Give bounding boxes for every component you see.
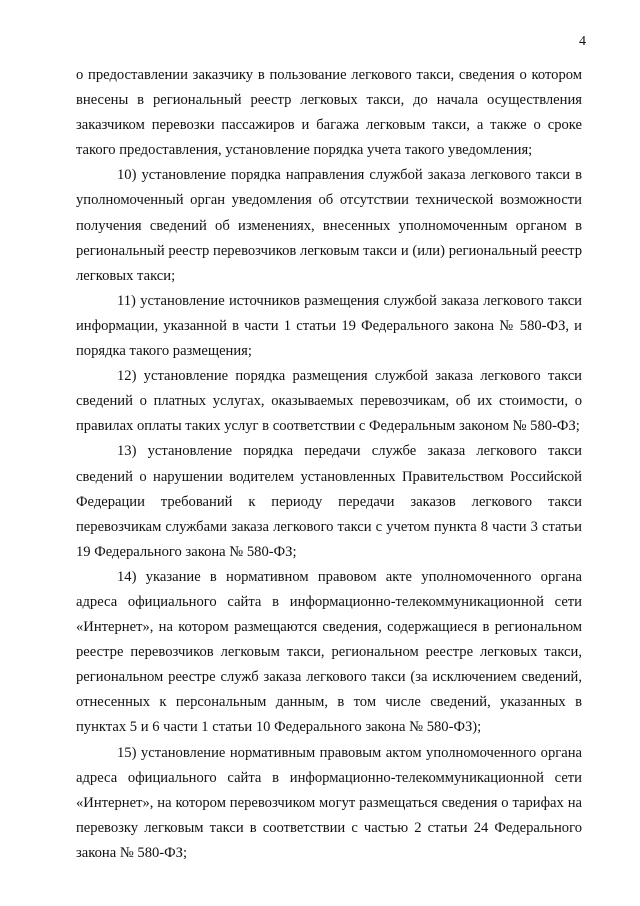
paragraph-item-15: 15) установление нормативным правовым актом уполномоченного органа адреса официального сайта в информационно-телекоммуникационной сети «Интернет», на котором перевозчиком могут размещаться сведения о тарифах на перевозку легковым такси в соответствии с частью 2 статьи 24 Федерального закона № 580-ФЗ; [76,744,582,861]
paragraph-item-10: 10) установление порядка направления службой заказа легкового такси в уполномоченный орган уведомления об отсутствии технической возможности получения сведений об изменениях, внесенных уполномоченным органом в региональный реестр перевозчиков легковым такси и (или) региональный реестр легковых такси; [76,167,582,284]
paragraph-item-11: 11) установление источников размещения службой заказа легкового такси информации, указанной в части 1 статьи 19 Федерального закона № 580-ФЗ, и порядка такого размещения; [76,292,582,360]
paragraph-item-12: 12) установление порядка размещения службой заказа легкового такси сведений о платных услугах, оказываемых перевозчикам, об их стоимости, о правилах оплаты таких услуг в соответствии с Федеральным законом № 580-ФЗ; [76,368,582,435]
paragraph-item-14: 14) указание в нормативном правовом акте уполномоченного органа адреса официального сайта в информационно-телекоммуникационной сети «Интернет», на котором размещаются сведения, содержащиеся в региональном реестре перевозчиков легковым такси, региональном реестре легковых такси, региональном реестре служб заказа легкового такси (за исключением сведений, отнесенных к персональным данным, в том числе сведений, указанных в пунктах 5 и 6 части 1 статьи 10 Федерального закона № 580-ФЗ); [76,568,582,736]
paragraph-item-13: 13) установление порядка передачи службе заказа легкового такси сведений о нарушении водителем установленных Правительством Российской Федерации требований к периоду передачи заказов легкового такси перевозчикам службами заказа легкового такси с учетом пункта 8 части 3 статьи 19 Федерального закона № 580-ФЗ; [76,443,582,560]
document-body [76,63,582,866]
paragraph-continuation: о предоставлении заказчику в пользование легкового такси, сведения о котором внесены в региональный реестр легковых такси, до начала осуществления заказчиком перевозки пассажиров и багажа легковым такси, а также о сроке такого предоставления, установление порядка учета такого уведомления; [76,67,582,159]
page-number: 4 [579,34,586,49]
